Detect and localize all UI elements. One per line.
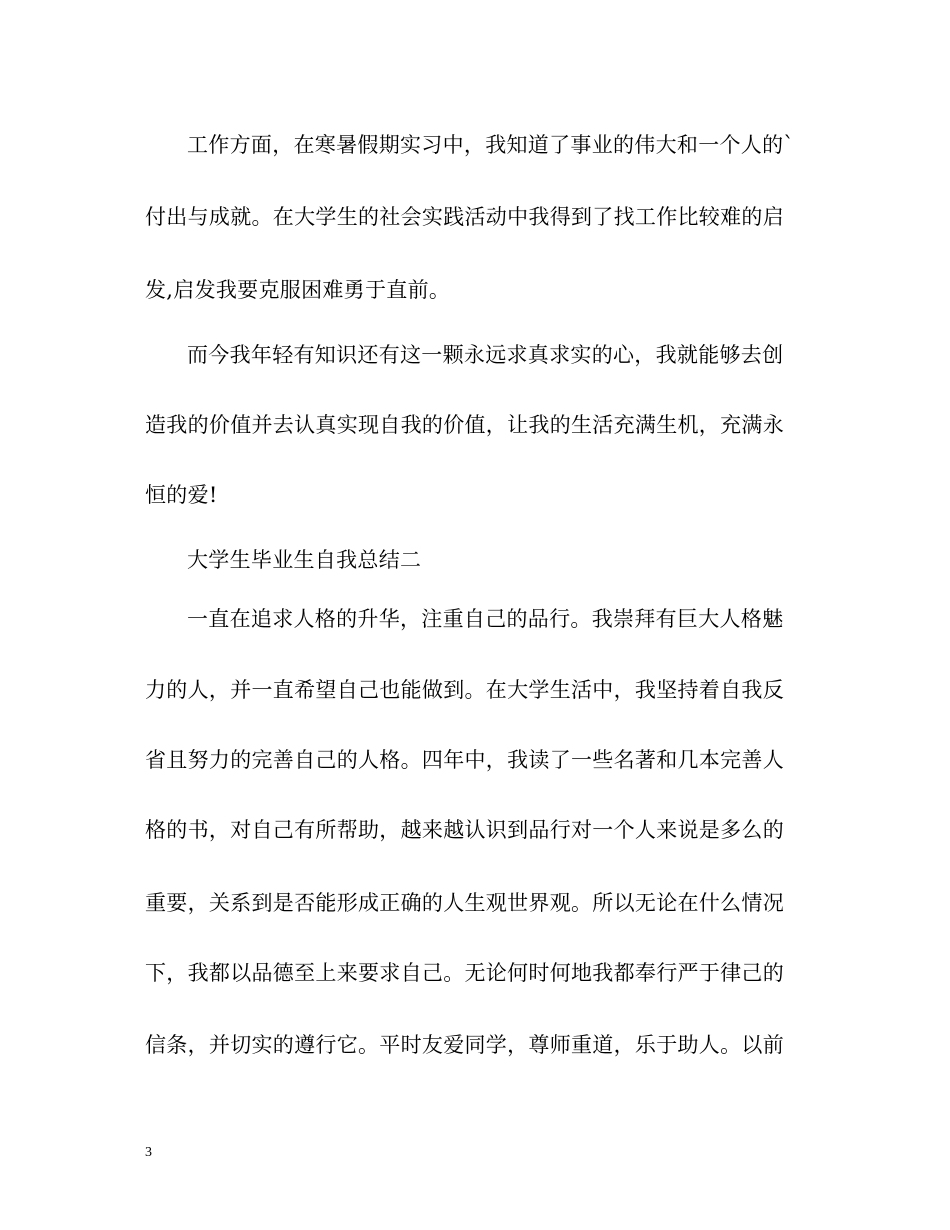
paragraph-line: 造我的价值并去认真实现自我的价值，让我的生活充满生机，充满永 (145, 413, 784, 437)
paragraph-line: 发,启发我要克服困难勇于直前。 (145, 278, 451, 302)
page-number: 3 (145, 1145, 152, 1160)
paragraph-line: 下，我都以品德至上来要求自己。无论何时何地我都奉行严于律己的 (145, 961, 784, 985)
paragraph-line: 力的人，并一直希望自己也能做到。在大学生活中，我坚持着自我反 (145, 678, 784, 702)
section-heading: 大学生毕业生自我总结二 (187, 548, 422, 572)
paragraph-line: 重要，关系到是否能形成正确的人生观世界观。所以无论在什么情况 (145, 891, 784, 915)
paragraph-line: 工作方面，在寒暑假期实习中，我知道了事业的伟大和一个人的` (187, 133, 795, 157)
paragraph-line: 省且努力的完善自己的人格。四年中，我读了一些名著和几本完善人 (145, 748, 784, 772)
paragraph-line: 而今我年轻有知识还有这一颗永远求真求实的心，我就能够去创 (187, 343, 784, 367)
paragraph-line: 信条，并切实的遵行它。平时友爱同学，尊师重道，乐于助人。以前 (145, 1033, 784, 1057)
paragraph-line: 付出与成就。在大学生的社会实践活动中我得到了找工作比较难的启 (145, 205, 784, 229)
paragraph-line: 格的书，对自己有所帮助，越来越认识到品行对一个人来说是多么的 (145, 818, 784, 842)
paragraph-line: 恒的爱! (145, 483, 218, 507)
paragraph-line: 一直在追求人格的升华，注重自己的品行。我崇拜有巨大人格魅 (187, 607, 784, 631)
